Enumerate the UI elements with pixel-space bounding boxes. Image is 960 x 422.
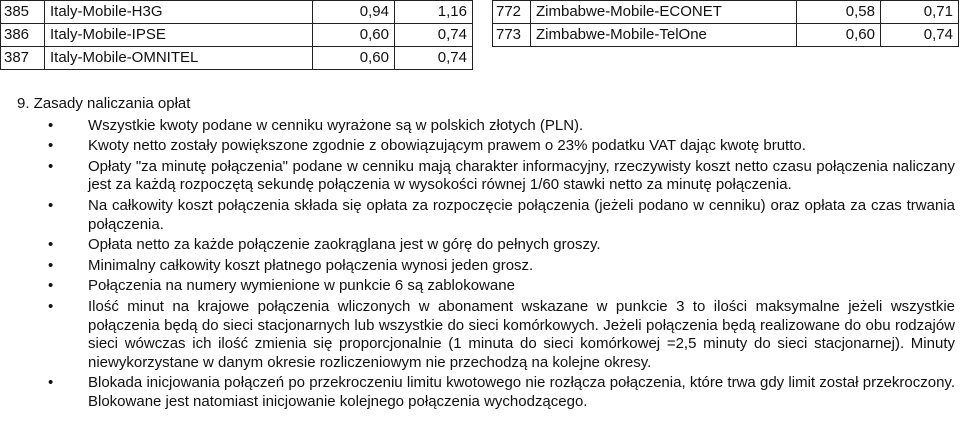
row-network: Italy-Mobile-H3G [45, 1, 313, 24]
row-rate-gross: 0,74 [395, 24, 473, 47]
bullet-icon: • [48, 116, 54, 134]
row-id: 772 [493, 1, 531, 24]
table-row [493, 24, 959, 47]
row-rate-net: 0,60 [313, 47, 395, 70]
row-rate-gross: 1,16 [395, 1, 473, 24]
list-item [0, 236, 955, 255]
bullet-icon: • [48, 277, 54, 295]
list-item-text: Na całkowity koszt połączenia składa się opłata za rozpoczęcie połączenia (jeżeli podano w cenniku) oraz opłata za czas trwania połączenia. [88, 196, 955, 233]
row-id: 386 [1, 24, 45, 47]
bullet-icon: • [48, 374, 54, 392]
list-item [0, 117, 955, 136]
row-rate-net: 0,60 [797, 24, 881, 47]
list-item-text: Kwoty netto zostały powiększone zgodnie z obowiązującym prawem o 23% podatku VAT dając kwotę brutto. [88, 137, 806, 155]
row-id: 387 [1, 47, 45, 70]
list-item [0, 298, 955, 372]
list-item-text: Opłaty "za minutę połączenia" podane w cenniku mają charakter informacyjny, rzeczywisty koszt netto czasu połączenia naliczany jest za każdą rozpoczętą sekundę połączenia w wysokości równej 1/60 stawki netto za minutę połączenia. [88, 157, 955, 194]
row-network: Italy-Mobile-OMNITEL [45, 47, 313, 70]
rate-table-right [492, 0, 959, 47]
section-heading: 9. Zasady naliczania opłat [17, 95, 191, 112]
bullet-icon: • [48, 297, 54, 315]
row-rate-net: 0,58 [797, 1, 881, 24]
list-item [0, 257, 955, 276]
row-rate-net: 0,94 [313, 1, 395, 24]
row-rate-net: 0,60 [313, 24, 395, 47]
list-item-text: Wszystkie kwoty podane w cenniku wyrażone są w polskich złotych (PLN). [88, 116, 584, 134]
list-item [0, 137, 955, 156]
row-rate-gross: 0,74 [881, 24, 959, 47]
list-item [0, 374, 955, 411]
row-network: Zimbabwe-Mobile-ECONET [531, 1, 797, 24]
row-id: 385 [1, 1, 45, 24]
row-rate-gross: 0,74 [395, 47, 473, 70]
list-item-text: Opłata netto za każde połączenie zaokrąglana jest w górę do pełnych groszy. [88, 236, 601, 254]
table-row [493, 1, 959, 24]
list-item-text: Połączenia na numery wymienione w punkcie 6 są zablokowane [88, 277, 515, 295]
rate-tables [0, 0, 960, 70]
row-network: Zimbabwe-Mobile-TelOne [531, 24, 797, 47]
bullet-icon: • [48, 137, 54, 155]
bullet-icon: • [48, 256, 54, 274]
table-row [1, 47, 473, 70]
row-id: 773 [493, 24, 531, 47]
list-item-text: Minimalny całkowity koszt płatnego połączenia wynosi jeden grosz. [88, 256, 534, 274]
list-item [0, 277, 955, 296]
billing-rules-section [0, 95, 955, 414]
bullet-icon: • [48, 236, 54, 254]
list-item [0, 197, 955, 234]
rules-list [0, 117, 955, 412]
rate-table-left [0, 0, 473, 70]
row-network: Italy-Mobile-IPSE [45, 24, 313, 47]
table-row [1, 24, 473, 47]
row-rate-gross: 0,71 [881, 1, 959, 24]
table-row [1, 1, 473, 24]
list-item [0, 158, 955, 195]
bullet-icon: • [48, 196, 54, 214]
bullet-icon: • [48, 157, 54, 175]
list-item-text: Ilość minut na krajowe połączenia wliczonych w abonament wskazane w punkcie 3 to ilości maksymalne jeżeli wszystkie połączenia będą do sieci stacjonarnych lub wszystkie do sieci komórkowych. Jeżeli połączenia będą realizowane do obu rodzajów sieci wówczas ich ilość zmienia się proporcjonalnie (1 minuta do sieci komórkowej =2,5 minuty do sieci stacjonarnej). Minuty niewykorzystane w danym okresie rozliczeniowym nie przechodzą na kolejne okresy. [88, 297, 955, 371]
list-item-text: Blokada inicjowania połączeń po przekroczeniu limitu kwotowego nie rozłącza połączenia, które trwa gdy limit został przekroczony. Blokowane jest natomiast inicjowanie kolejnego połączenia wychodzącego. [88, 374, 955, 410]
